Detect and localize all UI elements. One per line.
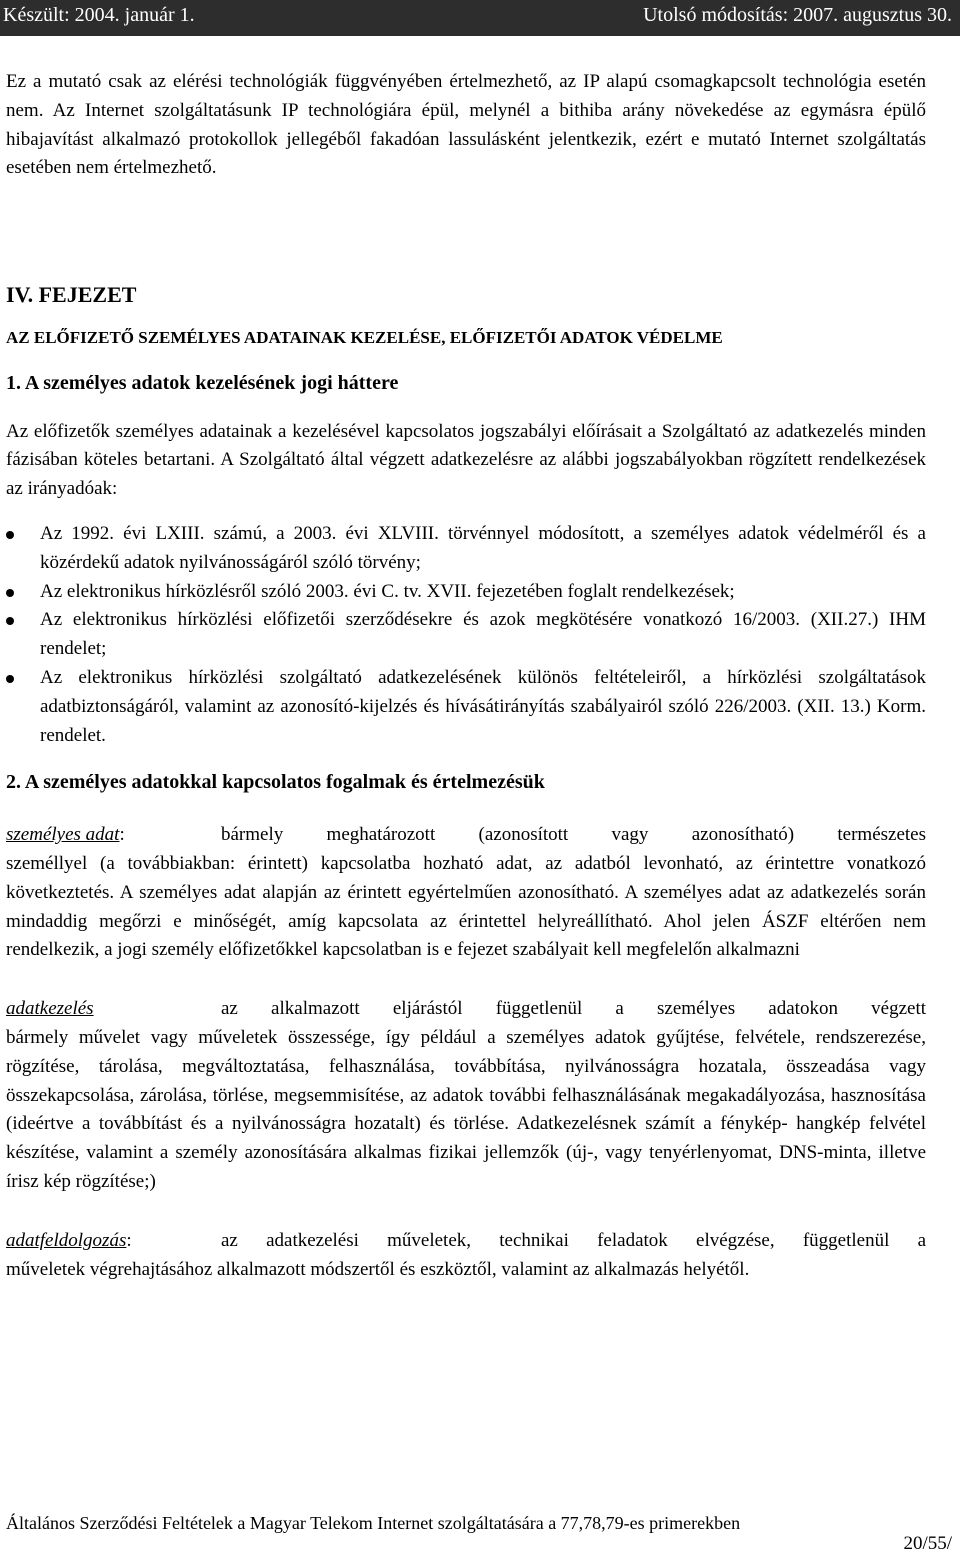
bullet-icon bbox=[6, 589, 14, 597]
list-item: Az elektronikus hírközlésről szóló 2003. évi C. tv. XVII. fejezetében foglalt rendelkezések; bbox=[6, 578, 926, 607]
created-date: Készült: 2004. január 1. bbox=[3, 4, 195, 26]
chapter-number: IV. FEJEZET bbox=[6, 282, 137, 308]
legal-basis-list bbox=[6, 520, 926, 750]
bullet-icon bbox=[6, 617, 14, 625]
definition-text: műveletek végrehajtásához alkalmazott módszertől és eszköztől, valamint az alkalmazás helyétől. bbox=[6, 1258, 750, 1280]
footer-title: Általános Szerződési Feltételek a Magyar Telekom Internet szolgáltatására a 77,78,79-es primerekben bbox=[6, 1513, 741, 1533]
page-header bbox=[0, 0, 960, 36]
definition-text: bármely művelet vagy műveletek összessége, így például a személyes adatok gyűjtése, felvétele, rendszerezése, rögzítése, tárolása, megváltoztatása, felhasználása, továbbítása, nyilvánosságra hozatala, összeadása vagy összekapcsolása, zárolása, törlése, megsemmisítése, az adatok további felhasználásának megakadályozása, hasznosítása (ideértve a továbbítást és a nyilvánosságra hozatalt) és törlése. Adatkezelésnek számít a fénykép- hangkép felvétel készítése, valamint a személy azonosítására alkalmas fizikai jellemzők (új-, vagy tenyérlenyomat, DNS-minta, illetve írisz kép rögzítése;) bbox=[6, 1026, 926, 1192]
definition-data-handling: adatkezelés az alkalmazott eljárástól függetlenül a személyes adatokon végzett bármely művelet vagy műveletek összessége, így például a személyes adatok gyűjtése, felvétele, rendszerezése, rögzítése, tárolása, megváltoztatása, felhasználása, továbbítása, nyilvánosságra hozatala, összeadása vagy összekapcsolása, zárolása, törlése, megsemmisítése, az adatok további felhasználásának megakadályozása, hasznosítása (ideértve a továbbítást és a nyilvánosságra hozatalt) és törlése. Adatkezelésnek számít a fénykép- hangkép felvétel készítése, valamint a személy azonosítására alkalmas fizikai jellemzők (új-, vagy tenyérlenyomat, DNS-minta, illetve írisz kép rögzítése;) bbox=[6, 995, 926, 1197]
definition-term: adatfeldolgozás bbox=[6, 1229, 127, 1251]
list-item: Az elektronikus hírközlési előfizetői szerződésekre és azok megkötésére vonatkozó 16/2003. (XII.27.) IHM rendelet; bbox=[6, 606, 926, 664]
definition-data-processing: adatfeldolgozás: az adatkezelési műveletek, technikai feladatok elvégzése, függetlenül a műveletek végrehajtásához alkalmazott módszertől és eszköztől, valamint az alkalmazás helyétől. bbox=[6, 1227, 926, 1285]
definition-personal-data: személyes adat: bármely meghatározott (azonosított vagy azonosítható) természetes személlyel (a továbbiakban: érintett) kapcsolatba hozható adat, az adatból levonható, az érintettre vonatkozó következtetés. A személyes adat alapján az érintett egyértelműen azonosítható. A személyes adat az adatkezelés során mindaddig megőrzi e minőségét, amíg kapcsolata az érintettel helyreállítható. Ahol jelen ÁSZF eltérően nem rendelkezik, a jogi személy előfizetőkkel kapcsolatban is e fejezet szabályait kell megfelelőn alkalmazni bbox=[6, 821, 926, 965]
modified-date: Utolsó módosítás: 2007. augusztus 30. bbox=[643, 4, 952, 26]
section-1-heading: 1. A személyes adatok kezelésének jogi háttere bbox=[6, 371, 399, 394]
definition-term: adatkezelés bbox=[6, 998, 94, 1020]
definition-text: személlyel (a továbbiakban: érintett) kapcsolatba hozható adat, az adatból levonható, az érintettre vonatkozó következtetés. A személyes adat alapján az érintett egyértelműen azonosítható. A személyes adat az adatkezelés során mindaddig megőrzi e minőségét, amíg kapcsolata az érintettel helyreállítható. Ahol jelen ÁSZF eltérően nem rendelkezik, a jogi személy előfizetőkkel kapcsolatban is e fejezet szabályait kell megfelelőn alkalmazni bbox=[6, 852, 926, 961]
list-item: Az elektronikus hírközlési szolgáltató adatkezelésének különös feltételeiről, a hírközlési szolgáltatások adatbiztonságáról, valamint az azonosító-kijelzés és hívásátirányítás szabályairól szóló 226/2003. (XII. 13.) Korm. rendelet. bbox=[6, 664, 926, 750]
bullet-icon bbox=[6, 675, 14, 683]
list-item: Az 1992. évi LXIII. számú, a 2003. évi XLVIII. törvénnyel módosított, a személyes adatok védelméről és a közérdekű adatok nyilvánosságáról szóló törvény; bbox=[6, 520, 926, 578]
section-1-paragraph: Az előfizetők személyes adatainak a kezelésével kapcsolatos jogszabályi előírásait a Szolgáltató az adatkezelés minden fázisában köteles betartani. A Szolgáltató által végzett adatkezelésre az alábbi jogszabályokban rögzített rendelkezések az irányadóak: bbox=[6, 420, 926, 500]
section-2-heading: 2. A személyes adatokkal kapcsolatos fogalmak és értelmezésük bbox=[6, 771, 545, 794]
definition-term: személyes adat bbox=[6, 824, 120, 846]
document-body bbox=[6, 68, 926, 1284]
bullet-icon bbox=[6, 531, 14, 539]
intro-paragraph: Ez a mutató csak az elérési technológiák függvényében értelmezhető, az IP alapú csomagkapcsolt technológia esetén nem. Az Internet szolgáltatásunk IP technológiára épül, melynél a bithiba arány növekedése az egymásra épülő hibajavítást alkalmazó protokollok jellegéből fakadóan lassulásként jelentkezik, ezért e mutató Internet szolgáltatás esetében nem értelmezhető. bbox=[6, 71, 926, 179]
chapter-title: AZ ELŐFIZETŐ SZEMÉLYES ADATAINAK KEZELÉSE, ELŐFIZETŐI ADATOK VÉDELME bbox=[6, 327, 723, 347]
page-number: 20/55/ bbox=[903, 1533, 952, 1554]
